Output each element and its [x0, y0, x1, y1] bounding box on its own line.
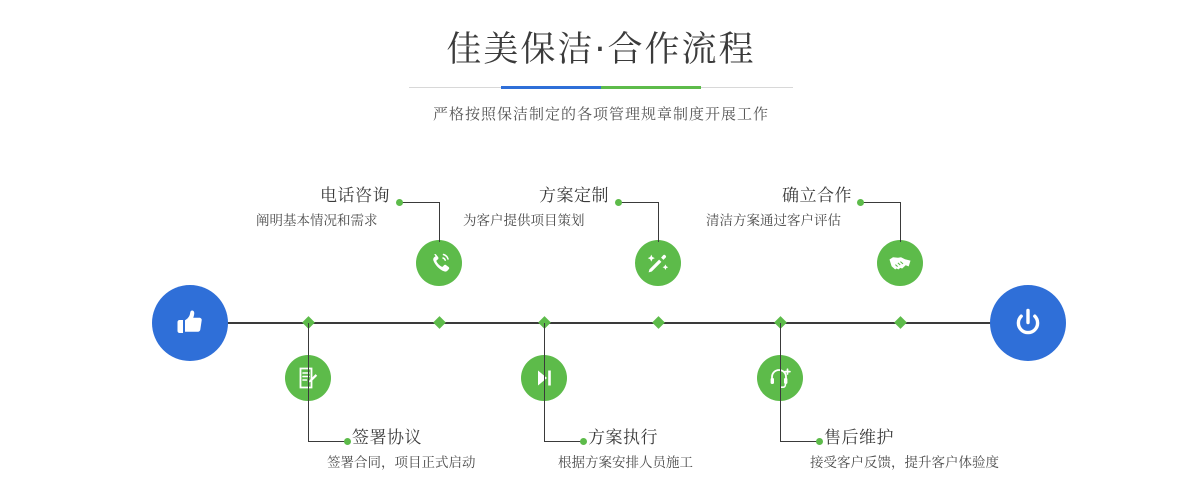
phone-call-icon — [426, 250, 452, 276]
step-label-4 — [558, 426, 693, 474]
step-label-6 — [810, 426, 999, 474]
step-dot-2 — [344, 438, 351, 445]
header — [0, 28, 1202, 124]
step-dot-4 — [580, 438, 587, 445]
step-desc-3: 为客户提供项目策划 — [463, 213, 585, 229]
step-desc-1: 阐明基本情况和需求 — [256, 213, 378, 229]
step-stem-3 — [658, 202, 659, 242]
step-icon-1[interactable] — [416, 240, 462, 286]
step-elbow-1 — [400, 202, 440, 203]
step-title-6: 售后维护 — [824, 428, 894, 448]
divider-blue-segment — [501, 86, 601, 89]
step-label-3 — [463, 184, 615, 232]
page-subtitle: 严格按照保洁制定的各项管理规章制度开展工作 — [432, 105, 769, 123]
step-dot-3 — [615, 199, 622, 206]
step-elbow-5 — [861, 202, 901, 203]
step-stem-6 — [780, 323, 781, 441]
divider-green-segment — [601, 86, 701, 89]
step-title-1: 电话咨询 — [320, 186, 390, 206]
step-title-5: 确立合作 — [782, 186, 852, 206]
step-icon-5[interactable] — [877, 240, 923, 286]
step-title-4: 方案执行 — [588, 428, 658, 448]
timeline-start — [152, 285, 228, 361]
step-desc-6: 接受客户反馈，提升客户体验度 — [810, 455, 999, 471]
thumbs-up-icon — [170, 303, 210, 343]
handshake-icon — [887, 250, 913, 276]
step-icon-3[interactable] — [635, 240, 681, 286]
step-elbow-6 — [780, 441, 820, 442]
step-label-2 — [327, 426, 476, 474]
step-stem-1 — [439, 202, 440, 242]
step-elbow-3 — [619, 202, 659, 203]
step-dot-6 — [816, 438, 823, 445]
step-title-3: 方案定制 — [539, 186, 609, 206]
step-desc-2: 签署合同，项目正式启动 — [327, 455, 476, 471]
step-dot-5 — [857, 199, 864, 206]
step-label-5 — [706, 184, 858, 232]
step-desc-4: 根据方案安排人员施工 — [558, 455, 693, 471]
axis-marker — [652, 316, 665, 329]
page-title: 佳美保洁·合作流程 — [446, 30, 756, 70]
axis-marker — [894, 316, 907, 329]
step-stem-4 — [544, 323, 545, 441]
pencil-ruler-icon — [645, 250, 671, 276]
step-title-2: 签署协议 — [352, 428, 422, 448]
step-label-1 — [256, 184, 396, 232]
step-desc-5: 清洁方案通过客户评估 — [706, 213, 841, 229]
step-dot-1 — [396, 199, 403, 206]
timeline-end — [990, 285, 1066, 361]
axis-marker — [433, 316, 446, 329]
power-icon — [1008, 303, 1048, 343]
step-elbow-2 — [308, 441, 348, 442]
step-stem-2 — [308, 323, 309, 441]
step-stem-5 — [900, 202, 901, 242]
step-elbow-4 — [544, 441, 584, 442]
title-divider — [409, 86, 793, 89]
